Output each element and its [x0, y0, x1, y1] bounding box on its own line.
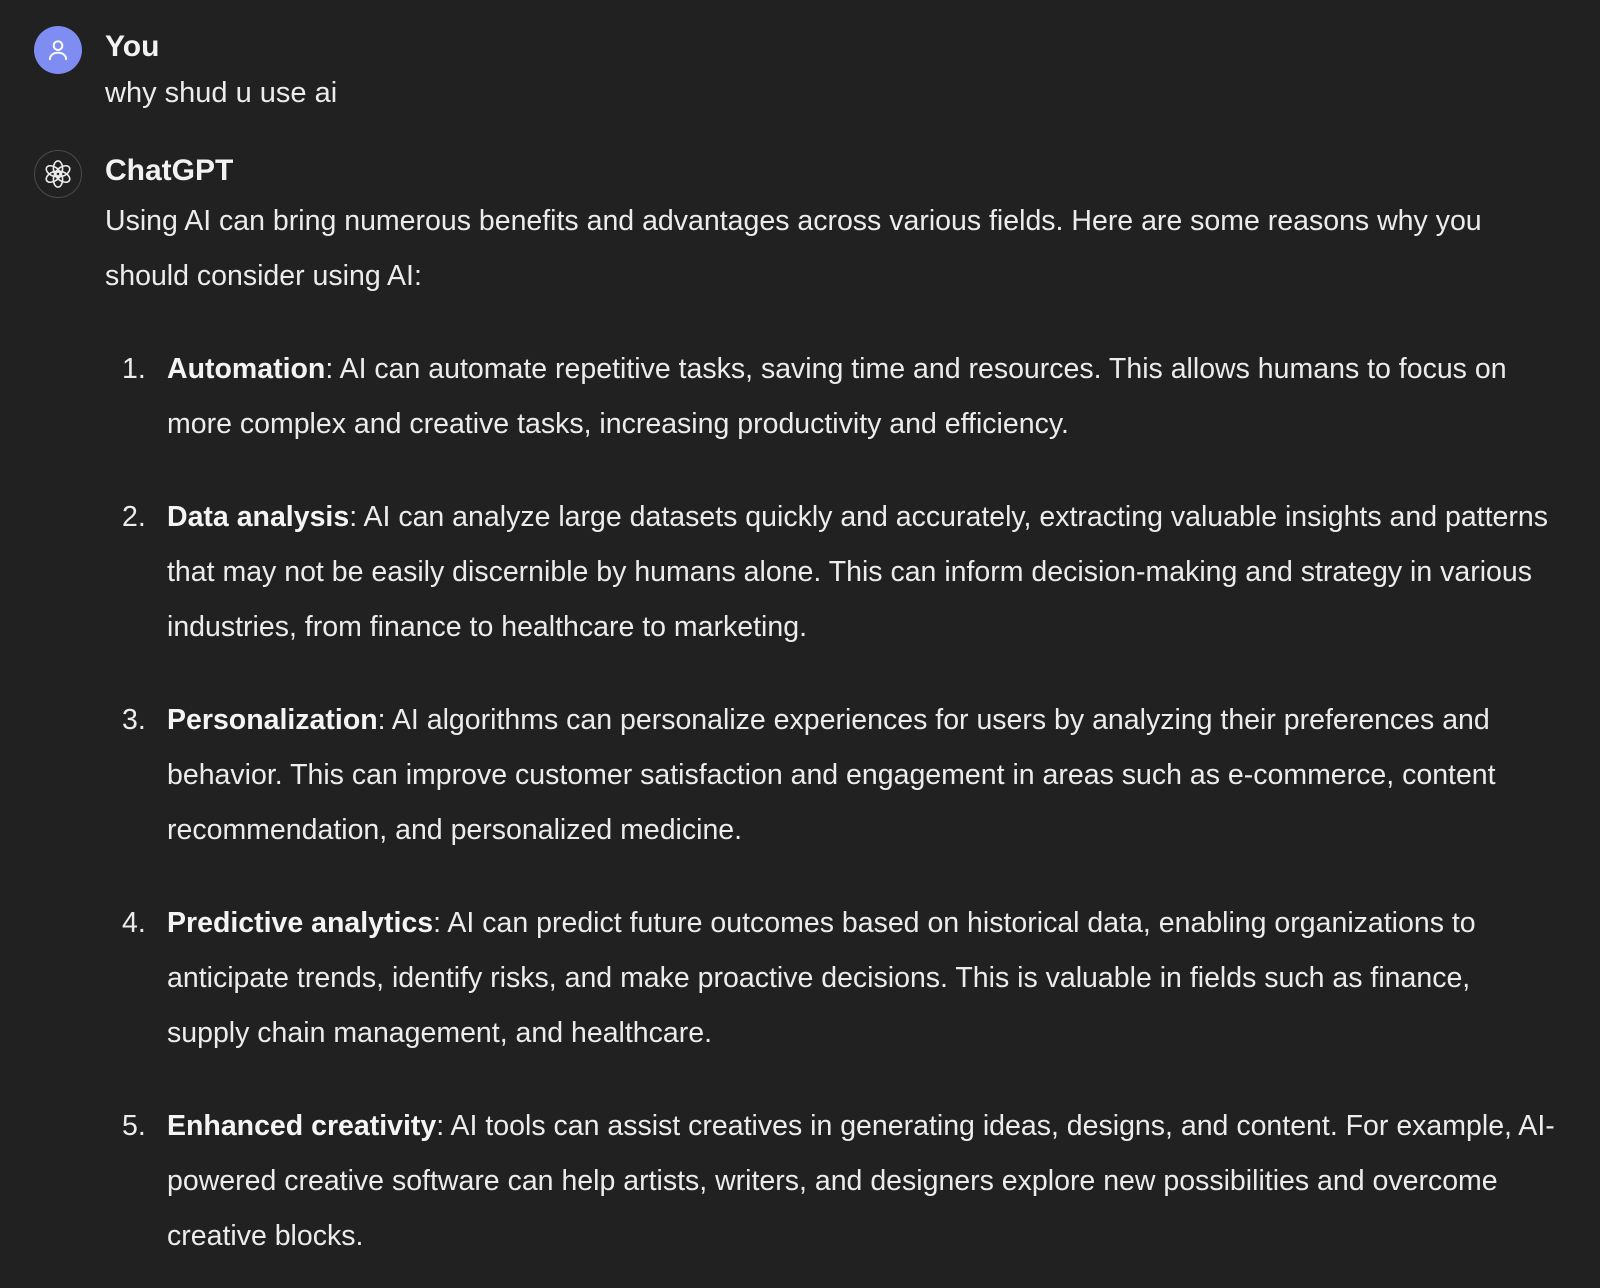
assistant-message-body [105, 150, 1560, 1288]
list-item-text: : AI can automate repetitive tasks, saving time and resources. This allows humans to focus on more complex and creative tasks, increasing productivity and efficiency. [167, 353, 1507, 440]
list-item-number: 5. [122, 1110, 146, 1142]
list-item-text: : AI algorithms can personalize experiences for users by analyzing their preferences and behavior. This can improve customer satisfaction and engagement in areas such as e-commerce, content recommendation, and personalized medicine. [167, 704, 1496, 846]
list-item-number: 3. [122, 704, 146, 736]
list-item-text: : AI tools can assist creatives in generating ideas, designs, and content. For example, AI-powered creative software can help artists, writers, and designers explore new possibilities and overcome creative blocks. [167, 1110, 1555, 1252]
assistant-author-name: ChatGPT [105, 154, 234, 187]
list-item-title: Personalization [167, 704, 378, 736]
list-item-title: Data analysis [167, 501, 350, 533]
list-item-title: Enhanced creativity [167, 1110, 437, 1142]
list-item-title: Automation [167, 353, 326, 385]
list-item-title: Predictive analytics [167, 907, 434, 939]
openai-logo-icon [42, 158, 74, 190]
reasons-list [105, 342, 1560, 1264]
list-item-number: 2. [122, 501, 146, 533]
user-author-name: You [105, 30, 160, 63]
person-icon [45, 37, 71, 63]
assistant-avatar [34, 150, 82, 198]
list-item-number: 1. [122, 353, 146, 385]
list-item [105, 896, 1560, 1061]
user-message-text: why shud u use ai [105, 77, 338, 109]
list-item-number: 4. [122, 907, 146, 939]
user-avatar [34, 26, 82, 74]
assistant-intro-text: Using AI can bring numerous benefits and advantages across various fields. Here are some reasons why you should consider using AI: [105, 205, 1482, 292]
list-item-text: : AI can analyze large datasets quickly and accurately, extracting valuable insights and patterns that may not be easily discernible by humans alone. This can inform decision-making and strategy in various industries, from finance to healthcare to marketing. [167, 501, 1548, 643]
list-item [105, 1099, 1560, 1264]
list-item-text: : AI can predict future outcomes based on historical data, enabling organizations to anticipate trends, identify risks, and make proactive decisions. This is valuable in fields such as finance, supply chain management, and healthcare. [167, 907, 1476, 1049]
list-item [105, 490, 1560, 655]
list-item [105, 693, 1560, 858]
list-item [105, 342, 1560, 452]
user-message-body [105, 26, 1560, 115]
